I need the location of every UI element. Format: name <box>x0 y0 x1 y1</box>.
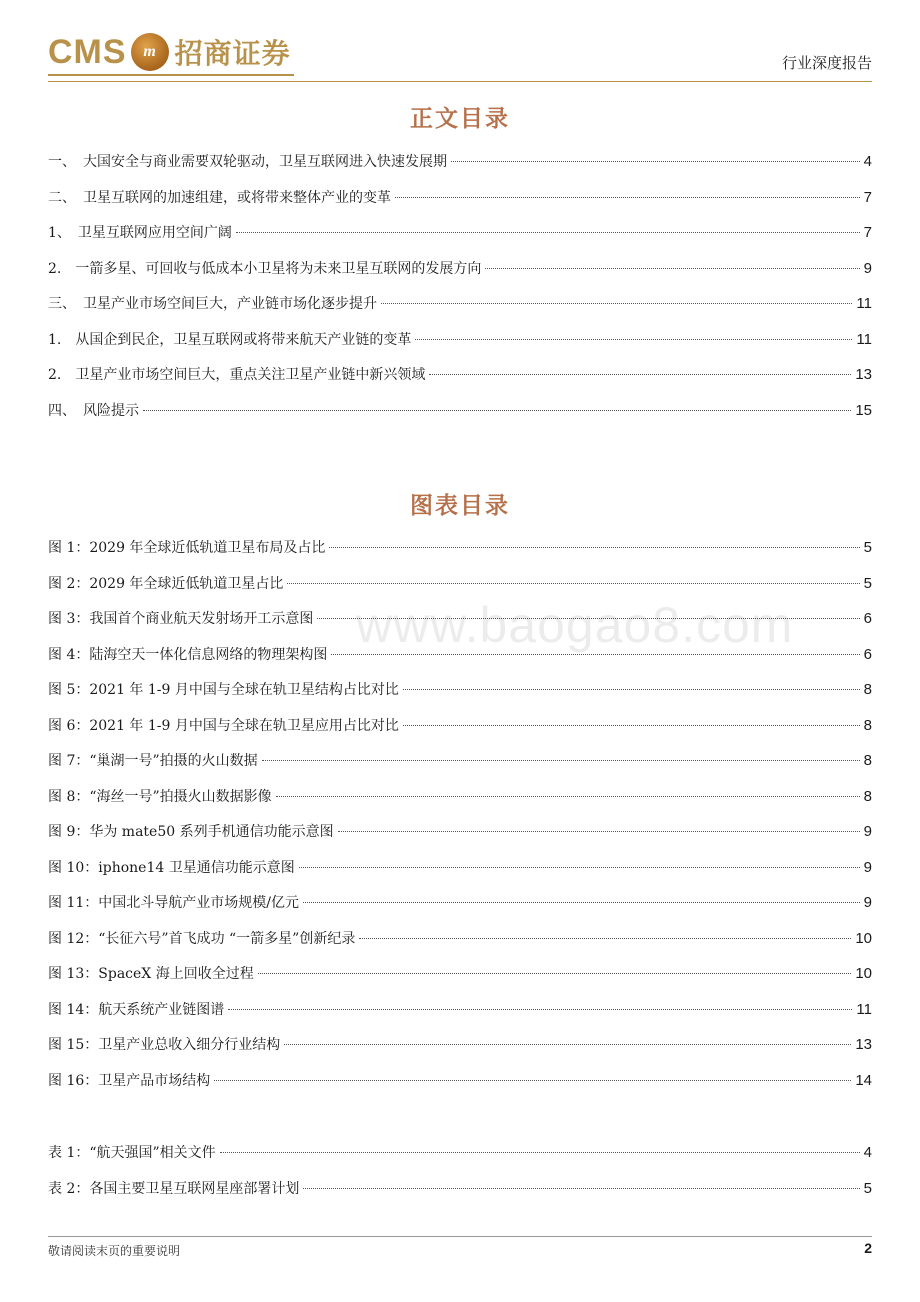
figure-entry[interactable] <box>48 716 872 752</box>
page-number: 2 <box>864 1240 872 1256</box>
toc-entry-page[interactable]: 8 <box>863 716 872 734</box>
toc-dot-leader <box>258 973 852 974</box>
toc-entry-page[interactable]: 11 <box>856 295 872 312</box>
toc-dot-leader <box>395 197 860 198</box>
toc-entry-page[interactable]: 7 <box>863 224 872 241</box>
toc-dot-leader <box>381 303 852 304</box>
figure-entry[interactable] <box>48 1071 872 1107</box>
toc-entry-page[interactable]: 14 <box>855 1071 872 1089</box>
figure-entry[interactable] <box>48 680 872 716</box>
toc-entry-label[interactable]: 图 1：2029 年全球近低轨道卫星布局及占比 <box>48 540 326 556</box>
toc-entry-page[interactable]: 6 <box>863 645 872 663</box>
toc-entry-page[interactable]: 10 <box>855 929 872 947</box>
toc-entry-page[interactable]: 15 <box>855 401 872 419</box>
toc-entry-label[interactable]: 图 7：“巢湖一号”拍摄的火山数据 <box>48 753 258 769</box>
toc-entry-label[interactable]: 2. 卫星产业市场空间巨大，重点关注卫星产业链中新兴领域 <box>48 367 426 383</box>
toc-entry-label[interactable]: 图 5：2021 年 1-9 月中国与全球在轨卫星结构占比对比 <box>48 682 399 698</box>
figure-entry[interactable] <box>48 893 872 929</box>
figure-entry[interactable] <box>48 787 872 823</box>
toc-entry-page[interactable]: 8 <box>863 752 872 769</box>
toc-entry-page[interactable]: 10 <box>855 965 872 982</box>
toc-dot-leader <box>403 725 860 726</box>
toc-entry[interactable] <box>48 330 872 366</box>
toc-dot-leader <box>220 1152 860 1153</box>
toc-entry-label[interactable]: 图 3：我国首个商业航天发射场开工示意图 <box>48 611 314 627</box>
figure-entry[interactable] <box>48 1000 872 1036</box>
toc-entry[interactable] <box>48 365 872 401</box>
toc-entry-page[interactable]: 11 <box>856 1000 872 1018</box>
toc-entry-page[interactable]: 5 <box>863 539 872 556</box>
page-header <box>48 30 872 82</box>
figure-entry[interactable] <box>48 751 872 787</box>
toc-entry[interactable] <box>48 188 872 224</box>
toc-dot-leader <box>303 902 860 903</box>
toc-entry[interactable] <box>48 259 872 295</box>
toc-entry-label[interactable]: 一、 大国安全与商业需要双轮驱动，卫星互联网进入快速发展期 <box>48 154 447 170</box>
main-toc <box>48 152 872 436</box>
toc-entry-label[interactable]: 图 13：SpaceX 海上回收全过程 <box>48 966 254 982</box>
table-entry[interactable] <box>48 1179 872 1215</box>
table-toc <box>48 1143 872 1214</box>
toc-entry-page[interactable]: 8 <box>863 787 872 805</box>
toc-entry-label[interactable]: 图 14：航天系统产业链图谱 <box>48 1001 225 1018</box>
footer-divider <box>48 1236 872 1237</box>
toc-entry-label[interactable]: 四、 风险提示 <box>48 402 139 419</box>
logo-badge-icon: m <box>131 33 169 71</box>
toc-entry[interactable] <box>48 223 872 259</box>
toc-entry-label[interactable]: 图 4：陆海空天一体化信息网络的物理架构图 <box>48 646 328 663</box>
toc-entry-page[interactable]: 9 <box>863 823 872 840</box>
toc-entry-label[interactable]: 1、 卫星互联网应用空间广阔 <box>48 225 232 241</box>
toc-dot-leader <box>299 867 860 868</box>
toc-entry-page[interactable]: 9 <box>863 894 872 911</box>
logo-company-name: 招商证券 <box>174 37 291 70</box>
figure-toc-title: 图表目录 <box>410 492 510 519</box>
footer-note: 敬请阅读末页的重要说明 <box>48 1244 181 1258</box>
main-toc-title: 正文目录 <box>410 105 510 132</box>
toc-entry-label[interactable]: 图 12：“长征六号”首飞成功 “一箭多星”创新纪录 <box>48 930 356 947</box>
toc-entry-page[interactable]: 8 <box>863 681 872 698</box>
toc-dot-leader <box>303 1188 859 1189</box>
toc-entry-page[interactable]: 13 <box>855 1036 872 1053</box>
toc-dot-leader <box>403 689 860 690</box>
toc-entry-label[interactable]: 图 6：2021 年 1-9 月中国与全球在轨卫星应用占比对比 <box>48 717 399 734</box>
toc-entry-label[interactable]: 2. 一箭多星、可回收与低成本小卫星将为未来卫星互联网的发展方向 <box>48 260 482 277</box>
figure-entry[interactable] <box>48 822 872 858</box>
figure-entry[interactable] <box>48 538 872 574</box>
toc-dot-leader <box>228 1009 852 1010</box>
toc-entry-label[interactable]: 图 2：2029 年全球近低轨道卫星占比 <box>48 575 284 592</box>
table-entry[interactable] <box>48 1143 872 1179</box>
toc-entry-page[interactable]: 9 <box>863 259 872 277</box>
toc-dot-leader <box>329 547 859 548</box>
toc-dot-leader <box>143 410 851 411</box>
toc-entry-label[interactable]: 图 8：“海丝一号”拍摄火山数据影像 <box>48 788 272 805</box>
toc-entry-label[interactable]: 图 16：卫星产品市场结构 <box>48 1072 211 1089</box>
toc-entry-page[interactable]: 7 <box>863 188 872 206</box>
figure-entry[interactable] <box>48 929 872 965</box>
logo-cms-text: CMS <box>48 32 127 71</box>
toc-entry-page[interactable]: 4 <box>863 153 872 170</box>
figure-entry[interactable] <box>48 964 872 1000</box>
toc-entry-page[interactable]: 11 <box>856 330 872 348</box>
toc-entry-page[interactable]: 5 <box>863 574 872 592</box>
toc-entry-label[interactable]: 二、 卫星互联网的加速组建，或将带来整体产业的变革 <box>48 189 391 206</box>
toc-entry-label[interactable]: 表 2：各国主要卫星互联网星座部署计划 <box>48 1180 300 1197</box>
toc-dot-leader <box>284 1044 851 1045</box>
toc-dot-leader <box>236 232 860 233</box>
figure-entry[interactable] <box>48 858 872 894</box>
toc-entry[interactable] <box>48 152 872 188</box>
toc-entry-page[interactable]: 6 <box>863 610 872 627</box>
toc-entry-label[interactable]: 图 15：卫星产业总收入细分行业结构 <box>48 1037 281 1053</box>
toc-entry[interactable] <box>48 401 872 437</box>
toc-entry-label[interactable]: 图 10：iphone14 卫星通信功能示意图 <box>48 859 295 876</box>
toc-dot-leader <box>214 1080 851 1081</box>
toc-dot-leader <box>451 161 860 162</box>
toc-entry[interactable] <box>48 294 872 330</box>
toc-entry-page[interactable]: 9 <box>863 858 872 876</box>
toc-entry-label[interactable]: 图 9：华为 mate50 系列手机通信功能示意图 <box>48 824 334 840</box>
toc-entry-label[interactable]: 三、 卫星产业市场空间巨大，产业链市场化逐步提升 <box>48 296 377 312</box>
toc-dot-leader <box>359 938 851 939</box>
toc-dot-leader <box>276 796 860 797</box>
toc-dot-leader <box>338 831 860 832</box>
toc-entry-page[interactable]: 4 <box>863 1144 872 1161</box>
toc-entry-label[interactable]: 图 11：中国北斗导航产业市场规模/亿元 <box>48 895 299 911</box>
figure-entry[interactable] <box>48 1035 872 1071</box>
logo-underline <box>48 74 294 76</box>
toc-dot-leader <box>415 339 852 340</box>
toc-entry-page[interactable]: 13 <box>855 366 872 383</box>
toc-dot-leader <box>287 583 859 584</box>
toc-entry-label[interactable]: 表 1：“航天强国”相关文件 <box>48 1145 216 1161</box>
report-type: 行业深度报告 <box>781 54 872 72</box>
toc-dot-leader <box>429 374 851 375</box>
cms-logo <box>48 30 291 74</box>
watermark: www.baogao8.com <box>356 597 794 653</box>
toc-dot-leader <box>485 268 859 269</box>
toc-dot-leader <box>262 760 860 761</box>
toc-entry-page[interactable]: 5 <box>863 1179 872 1197</box>
header-divider <box>48 81 872 82</box>
toc-entry-label[interactable]: 1. 从国企到民企，卫星互联网或将带来航天产业链的变革 <box>48 331 412 348</box>
